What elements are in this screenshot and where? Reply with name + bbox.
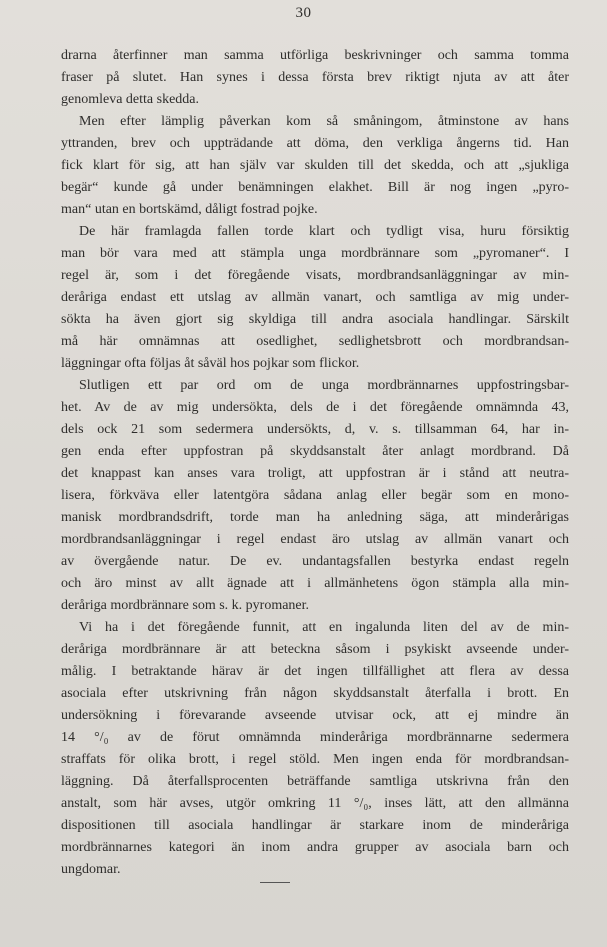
text-line: regel är, som i det föregående visats, mordbrandsanläggningar av min- — [61, 268, 569, 283]
text-line: deråriga mordbrännare är att beteckna såsom i psykiskt avseende under- — [61, 642, 569, 657]
text-line: anstalt, som här avses, utgör omkring 11 °/₀, inses lätt, att den allmänna — [61, 796, 569, 811]
text-line: man bör vara med att stämpla unga mordbrännare som „pyromaner“. I — [61, 246, 569, 261]
text-line: genomleva detta skedda. — [61, 92, 200, 107]
text-line: manisk mordbrandsdrift, torde man ha anledning säga, att minderårigas — [61, 510, 569, 525]
text-line: dels ock 21 som sedermera undersökts, d, v. s. tillsamman 64, har in- — [61, 422, 569, 437]
text-line: målig. I betraktande härav är det ingen tillfällighet att flera av dessa — [61, 664, 569, 679]
text-line: dispositionen till asociala handlingar är starkare inom de minderåriga — [61, 818, 569, 833]
text-line: fick klart för sig, att han själv var skulden till det skedda, och att „sjukliga — [61, 158, 569, 173]
text-line: ungdomar. — [61, 862, 121, 877]
text-line: begär“ kunde gå under benämningen elakhet. Bill är nog ingen „pyro- — [61, 180, 569, 195]
paragraph — [61, 45, 569, 111]
text-line: Men efter lämplig påverkan kom så småningom, åtminstone av hans — [79, 114, 569, 129]
text-line: man“ utan en bortskämd, dåligt fostrad pojke. — [61, 202, 318, 217]
end-rule — [260, 882, 290, 883]
text-line: av övergående natur. De ev. undantagsfallen bestyrka endast regeln — [61, 554, 569, 569]
text-line: och äro minst av allt ägnade att i allmänhetens ögon stämpla alla min- — [61, 576, 569, 591]
text-line: 14 °/₀ av de förut omnämnda minderåriga mordbrännarne sedermera — [61, 730, 569, 745]
page-number: 30 — [295, 5, 312, 21]
text-line: Slutligen ett par ord om de unga mordbrännarnes uppfostringsbar- — [79, 378, 569, 393]
paragraph — [61, 375, 569, 617]
text-line: sökta ha även gjort sig skyldiga till andra asociala handlingar. Särskilt — [61, 312, 569, 327]
text-line: deråriga endast ett utslag av allmän vanart, och samtliga av mig under- — [61, 290, 569, 305]
text-line: De här framlagda fallen torde klart och tydligt visa, huru försiktig — [79, 224, 569, 239]
text-line: läggningar ofta följas åt såväl hos pojkar som flickor. — [61, 356, 360, 371]
text-line: deråriga mordbrännare som s. k. pyromaner. — [61, 598, 310, 613]
text-line: het. Av de av mig undersökta, dels de i det föregående omnämnda 43, — [61, 400, 569, 415]
text-line: undersökning i förevarande avseende utvisar ock, att ej mindre än — [61, 708, 569, 723]
text-line: mordbrandsanläggningar i regel endast äro utslag av allmän vanart och — [61, 532, 569, 547]
text-line: drarna återfinner man samma utförliga beskrivninger och samma tomma — [61, 48, 569, 63]
text-line: straffats för olika brott, i regel stöld. Men ingen enda för mordbrandsan- — [61, 752, 569, 767]
paragraph — [61, 221, 569, 375]
body-text — [61, 45, 569, 881]
text-line: fraser på slutet. Han synes i dessa första brev riktigt njuta av att åter — [61, 70, 569, 85]
text-line: yttranden, brev och uppträdande att döma, den verkliga ångerns tid. Han — [61, 136, 569, 151]
text-line: Vi ha i det föregående funnit, att en ingalunda liten del av de min- — [79, 620, 569, 635]
text-line: gen enda efter uppfostran på skyddsanstalt åter anlagt mordbrand. Då — [61, 444, 569, 459]
text-line: mordbrännarnes kategori än inom andra grupper av asociala barn och — [61, 840, 569, 855]
paragraph — [61, 617, 569, 881]
text-line: läggning. Då återfallsprocenten beträffande samtliga utskrivna från den — [61, 774, 569, 789]
text-line: asociala efter utskrivning från någon skyddsanstalt återfalla i brott. En — [61, 686, 569, 701]
paragraph — [61, 111, 569, 221]
text-line: det knappast kan anses vara troligt, att uppfostran är i stånd att neutra- — [61, 466, 569, 481]
text-line: lisera, förkväva eller latentgöra sådana anlag eller begär som en mono- — [61, 488, 569, 503]
text-line: må här omnämnas att osedlighet, sedlighetsbrott och mordbrandsan- — [61, 334, 569, 349]
